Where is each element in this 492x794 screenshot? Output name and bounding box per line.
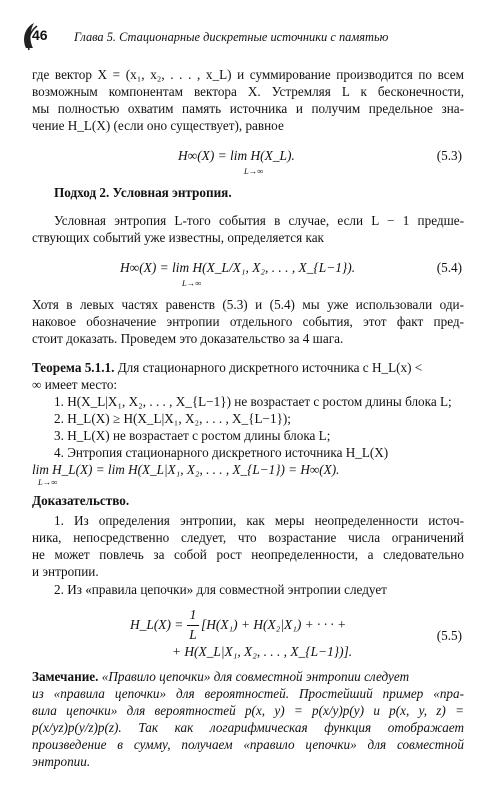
theorem-statement: Для стационарного дискретного источника с H_L(x) <	[117, 360, 423, 375]
running-title: Глава 5. Стационарные дискретные источники с памятью	[74, 30, 389, 44]
fraction-bar	[187, 625, 199, 626]
proof-p1-line-4: и энтропии.	[32, 564, 99, 579]
theorem-item-4: 4. Энтропия стационарного дискретного источника H_L(X)	[54, 445, 389, 460]
equation-5-5-fraction-numerator: 1	[189, 607, 197, 622]
proof-heading: Доказательство.	[32, 493, 130, 508]
equation-5-4-number: (5.4)	[436, 260, 462, 275]
theorem-label: Теорема 5.1.1.	[32, 360, 115, 375]
equation-5-5-rhs-line-2: + H(X_L|X₁, X₂, . . . , X_{L−1})].	[172, 644, 353, 659]
remark-label: Замечание.	[32, 669, 99, 684]
remark-line-3: вила цепочки» для вероятностей p(x, y) = p(x/y)p(y) и p(x, y, z) =	[32, 703, 464, 718]
equation-5-4: H∞(X) = lim H(X_L/X₁, X₂, . . . , X_{L−1}).	[120, 260, 356, 275]
para3-line-3: стоит доказать. Проведем это доказательство за 4 шага.	[32, 331, 344, 346]
equation-5-5-rhs-line-1: [H(X₁) + H(X₂|X₁) + · · · +	[201, 617, 347, 632]
theorem-item-3: 3. H_L(X) не возрастает с ростом длины блока L;	[54, 428, 331, 443]
para1-line-4: чение H_L(X) (если оно существует), равное	[32, 118, 284, 133]
equation-5-3: H∞(X) = lim H(X_L).	[178, 148, 295, 163]
para3-line-2: наковое обозначение энтропии отдельного события, этот факт пред-	[32, 314, 464, 329]
para2-line-1: Условная энтропия L-того события в случае, если L − 1 предше-	[54, 213, 464, 228]
para1-line-1: где вектор X = (x₁, x₂, . . . , x_L) и суммирование производится по всем	[32, 67, 464, 82]
theorem-item-2: 2. H_L(X) ≥ H(X_L|X₁, X₂, . . . , X_{L−1});	[54, 411, 291, 426]
equation-5-5-number: (5.5)	[436, 628, 462, 643]
approach-2-heading: Подход 2. Условная энтропия.	[54, 185, 232, 200]
remark-first-line: «Правило цепочки» для совместной энтропии следует	[101, 669, 410, 684]
equation-5-3-number: (5.3)	[436, 148, 462, 163]
para1-line-3: мы полностью охватим память источника и получим предельное зна-	[32, 101, 464, 116]
remark-line-2: из «правила цепочки» для вероятностей. Простейший пример «пра-	[32, 686, 464, 701]
theorem-item-1: 1. H(X_L|X₁, X₂, . . . , X_{L−1}) не возрастает с ростом длины блока L;	[54, 394, 452, 409]
theorem-line-2: ∞ имеет место:	[32, 377, 118, 392]
remark-line-5: произведение в сумму, получаем «правило цепочки» для совместной	[32, 737, 464, 752]
equation-5-5-lhs: H_L(X) =	[130, 617, 184, 632]
para1-line-2: возможным компонентам вектора X. Устремляя L к бесконечности,	[32, 84, 464, 99]
equation-5-5-fraction-denominator: L	[189, 627, 197, 642]
theorem-item-4-limit-subscript: L→∞	[38, 477, 58, 487]
remark-line-1	[32, 668, 464, 685]
equation-5-3-limit-subscript: L→∞	[244, 166, 264, 176]
page-number: 46	[32, 27, 48, 43]
proof-p1-line-3: не может повлечь за собой рост неопределенности, а следовательно	[32, 547, 464, 562]
equation-5-4-limit-subscript: L→∞	[182, 278, 202, 288]
theorem-item-4-formula: lim H_L(X) = lim H(X_L|X₁, X₂, . . . , X_{L−1}) = H∞(X).	[32, 462, 340, 477]
proof-p1-line-1: 1. Из определения энтропии, как меры неопределенности источ-	[54, 513, 464, 528]
theorem-line-1	[32, 359, 464, 376]
para2-line-2: ствующих событий уже известны, определяется как	[32, 230, 324, 245]
para3-line-1: Хотя в левых частях равенств (5.3) и (5.4) мы уже использовали оди-	[32, 297, 464, 312]
proof-p1-line-2: ника, непосредственно следует, что возрастание числа ограничений	[32, 530, 464, 545]
remark-line-6: энтропии.	[32, 754, 91, 769]
remark-line-4: p(x/yz)p(y/z)p(z). Так как логарифмическая функция отображает	[32, 720, 464, 735]
proof-p2: 2. Из «правила цепочки» для совместной энтропии следует	[54, 582, 387, 597]
page-number-badge	[20, 18, 56, 54]
